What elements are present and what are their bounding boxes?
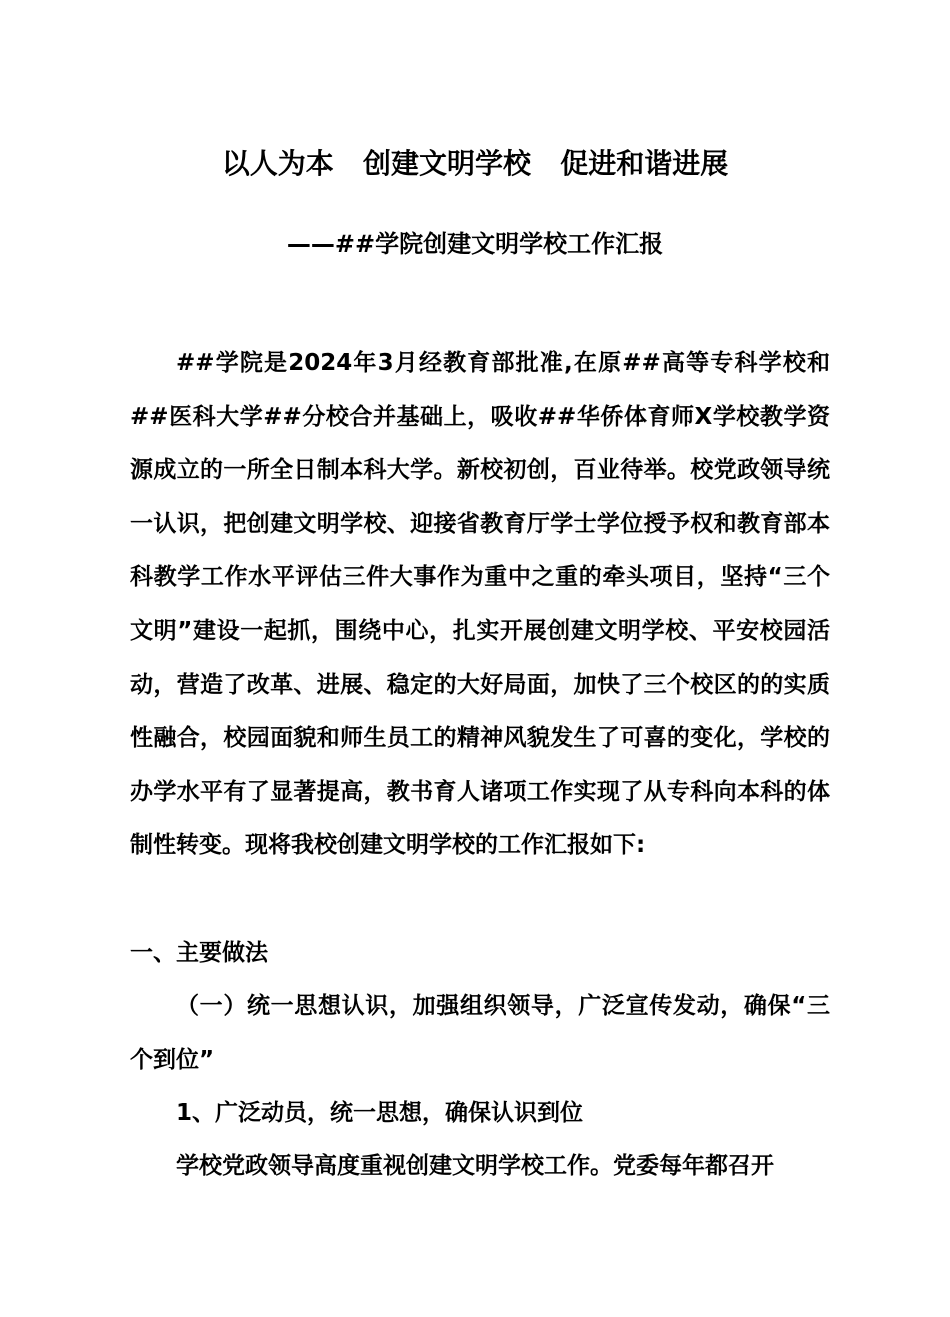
document-title: 以人为本 创建文明学校 促进和谐进展 (221, 147, 729, 180)
subsection-heading: （一）统一思想认识，加强组织领导，广泛宣传发动，确保“三个到位” (130, 993, 830, 1073)
document-subtitle: ——##学院创建文明学校工作汇报 (286, 230, 664, 258)
intro-paragraph: ##学院是2024年3月经教育部批准,在原##高等专科学校和##医科大学##分校合并基础上，吸收##华侨体育师X学校教学资源成立的一所全日制本科大学。新校初创，百业待举。校党政领导统一认识，把创建文明学校、迎接省教育厅学士学位授予权和教育部本科教学工作水平评估三件大事作为重中之重的牵头项目，坚持“三个文明”建设一起抓，围绕中心，扎实开展创建文明学校、平安校园活动，营造了改革、进展、稳定的大好局面，加快了三个校区的的实质性融合，校园面貌和师生员工的精神风貌发生了可喜的变化，学校的办学水平有了显著提高，教书育人诸项工作实现了从专科向本科的体制性转变。现将我校创建文明学校的工作汇报如下: (130, 350, 830, 859)
section-heading: 一、主要做法 (130, 940, 268, 966)
body-paragraph: 学校党政领导高度重视创建文明学校工作。党委每年都召开 (176, 1153, 774, 1179)
item-heading: 1、广泛动员，统一思想，确保认识到位 (176, 1100, 584, 1126)
